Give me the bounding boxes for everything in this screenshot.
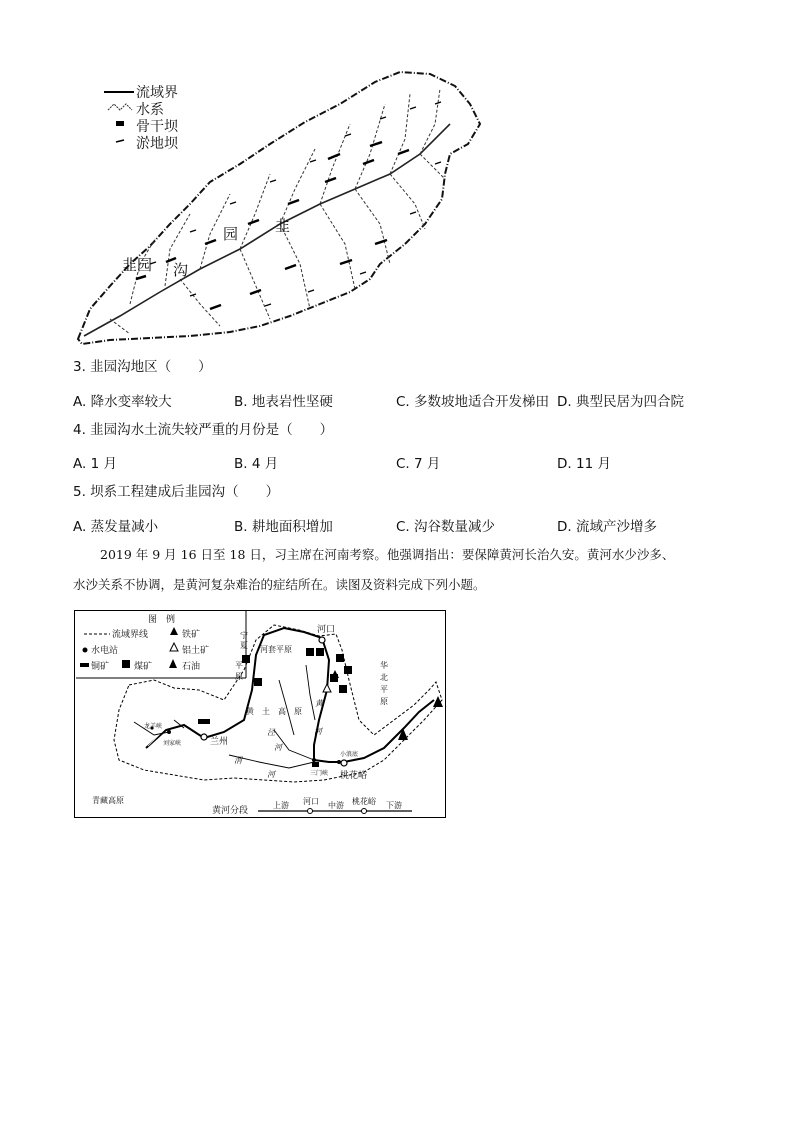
label-hekou: 河口 (317, 625, 336, 635)
label-jiuyuan: 韭园 (122, 256, 153, 274)
label-huabei-3: 平 (380, 685, 388, 694)
question-3-stem: 3. 韭园沟地区（ ） (73, 359, 212, 375)
yellow-river-basin-map (74, 610, 446, 818)
question-4-option-b: B. 4 月 (234, 456, 279, 472)
label-weihe: 河 (267, 770, 275, 779)
question-3-option-d: D. 典型民居为四合院 (557, 394, 684, 410)
label-longyangxia: 龙羊峡 (144, 723, 163, 730)
question-4-stem: 4. 韭园沟水土流失较严重的月份是（ ） (73, 422, 334, 438)
label-sanmenxia: 三门峡 (310, 770, 329, 777)
label-loess-3: 高 (278, 707, 286, 716)
label-loess-4: 原 (294, 707, 302, 716)
label-huabei-2: 北 (380, 673, 388, 682)
label-taohuayu: 桃花峪 (340, 771, 368, 781)
segment-upper: 上游 (273, 801, 289, 810)
legend-coal: 煤矿 (134, 662, 153, 672)
hekou-marker (319, 637, 325, 643)
label-liujiaxia: 刘家峡 (163, 740, 182, 747)
label-loess-1: 黄 (246, 707, 254, 716)
segment-taohuayu: 桃花峪 (352, 797, 376, 806)
segment-title: 黄河分段 (212, 806, 249, 816)
intro-paragraph-line-2: 水沙关系不协调，是黄河复杂难治的症结所在。读图及资料完成下列小题。 (73, 577, 486, 592)
legend-iron: 铁矿 (182, 630, 201, 640)
map2-legend-title: 图 例 (148, 615, 176, 625)
question-4-option-c: C. 7 月 (396, 456, 441, 472)
segment-middle: 中游 (328, 801, 344, 810)
dam-marks (136, 142, 409, 309)
question-4-option-a: A. 1 月 (73, 456, 117, 472)
question-3-option-a: A. 降水变率较大 (73, 394, 172, 410)
label-ningxia-4: 原 (235, 672, 243, 681)
legend-bauxite: 铝土矿 (182, 646, 210, 656)
question-5-stem: 5. 坝系工程建成后韭园沟（ ） (73, 484, 280, 500)
legend-oil: 石油 (182, 662, 201, 672)
jiuyuangou-watershed-map (70, 64, 490, 349)
label-huang: 黄 (315, 699, 323, 708)
label-hetao: 河套平原 (260, 645, 292, 654)
legend-boundary: 流域界线 (112, 630, 149, 640)
main-channel (84, 124, 450, 336)
legend-hydro: 水电站 (91, 646, 119, 656)
label-he: 河 (314, 727, 322, 736)
question-5-option-a: A. 蒸发量减小 (73, 519, 159, 535)
label-xiaolangdi: 小浪底 (340, 751, 359, 758)
label-huabei-1: 华 (380, 661, 388, 670)
question-3-option-c: C. 多数坡地适合开发梯田 (396, 394, 550, 410)
label-loess-2: 土 (262, 707, 270, 716)
small-dam-marks (150, 102, 441, 306)
question-5-option-b: B. 耕地面积增加 (234, 519, 333, 535)
legend-silt-dam: 淤地坝 (136, 136, 178, 152)
legend-backbone-dam: 骨干坝 (136, 119, 178, 135)
question-4-option-d: D. 11 月 (557, 456, 611, 472)
legend-watershed-boundary: 流域界 (136, 85, 178, 101)
legend-copper: 铜矿 (91, 662, 110, 672)
label-huabei-4: 原 (380, 697, 388, 706)
legend-water-system: 水系 (136, 102, 164, 118)
label-gou: 沟 (173, 261, 189, 279)
question-5-option-d: D. 流域产沙增多 (557, 519, 657, 535)
taohuayu-marker (341, 760, 347, 766)
question-5-option-c: C. 沟谷数量减少 (396, 519, 496, 535)
label-qinghai: 青藏高原 (92, 796, 124, 805)
label-jinghe: 河 (274, 743, 282, 752)
lanzhou-marker (201, 734, 207, 740)
segment-lower: 下游 (386, 801, 402, 810)
label-yuan: 园 (223, 225, 239, 243)
label-ningxia-3: 平 (235, 661, 243, 670)
label-wei: 渭 (234, 756, 242, 765)
segment-hekou: 河口 (303, 797, 319, 806)
question-3-option-b: B. 地表岩性坚硬 (234, 394, 333, 410)
intro-paragraph-line-1: 2019 年 9 月 16 日至 18 日，习主席在河南考察。他强调指出：要保障黄河长治久安。黄河水少沙多、 (100, 547, 675, 562)
map1-legend (104, 92, 134, 142)
label-lanzhou: 兰州 (210, 737, 229, 747)
label-jing: 泾 (267, 728, 275, 737)
label-ningxia-1: 宁 (240, 631, 248, 640)
label-ningxia-2: 夏 (240, 641, 248, 650)
label-jiu: 韭 (275, 217, 291, 235)
